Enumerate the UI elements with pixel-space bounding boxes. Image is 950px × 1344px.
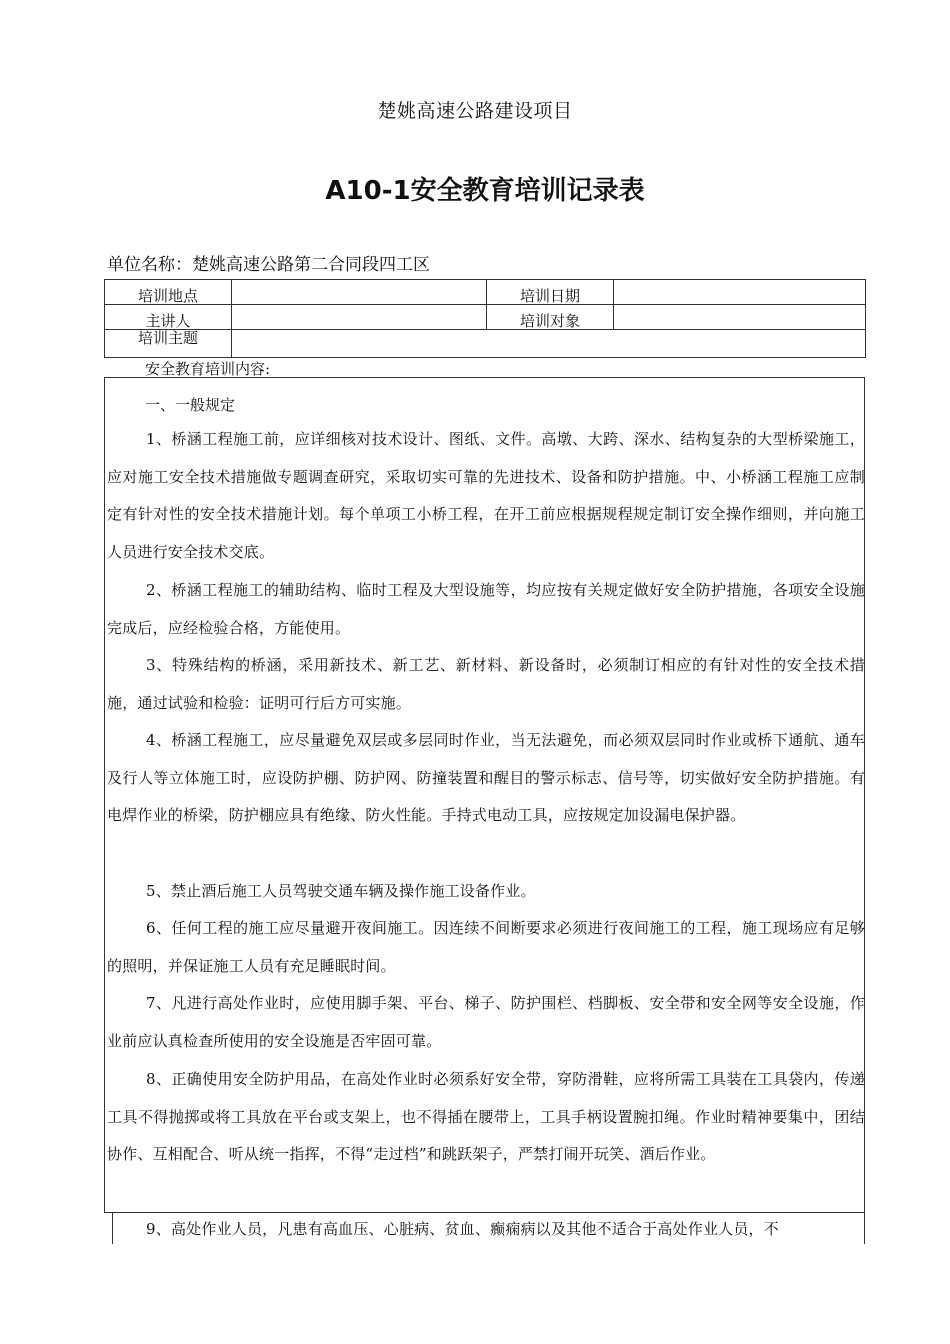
table-row [105, 330, 866, 358]
paragraph-9: 9、高处作业人员，凡患有高血压、心脏病、贫血、癫痫病以及其他不适合于高处作业人员，不 [146, 1220, 779, 1238]
paragraph-8: 8、正确使用安全防护用品，在高处作业时必须系好安全带，穿防滑鞋，应将所需工具装在工具袋内，传递工具不得抛掷或将工具放在平台或支架上，也不得插在腰带上，工具手柄设置腕扣绳。作业时精神要集中，团结协作、互相配合、听从统一指挥，不得“走过档”和跳跃架子，严禁打闹开玩笑、酒后作业。 [107, 1070, 865, 1163]
audience-value[interactable] [614, 305, 866, 330]
date-value[interactable] [614, 280, 866, 305]
topic-label: 培训主题 [105, 330, 232, 358]
table-row [105, 280, 866, 305]
speaker-value[interactable] [232, 305, 487, 330]
paragraph-7: 7、凡进行高处作业时，应使用脚手架、平台、梯子、防护围栏、档脚板、安全带和安全网等安全设施，作业前应认真检查所使用的安全设施是否牢固可靠。 [107, 994, 865, 1050]
unit-name-line: 单位名称：楚姚高速公路第二合同段四工区 [107, 255, 430, 275]
form-title: A10-1安全教育培训记录表 [325, 176, 645, 206]
paragraph-3: 3、特殊结构的桥涵，采用新技术、新工艺、新材料、新设备时，必须制订相应的有针对性的安全技术措施，通过试验和检验：证明可行后方可实施。 [107, 656, 865, 712]
paragraph-5: 5、禁止酒后施工人员驾驶交通车辆及操作施工设备作业。 [146, 882, 536, 900]
paragraph-6: 6、任何工程的施工应尽量避开夜间施工。因连续不间断要求必须进行夜间施工的工程，施工现场应有足够的照明，并保证施工人员有充足睡眠时间。 [107, 919, 865, 975]
training-info-table [104, 279, 866, 358]
table-row [105, 305, 866, 330]
content-label: 安全教育培训内容: [145, 360, 271, 378]
section-heading: 一、一般规定 [145, 396, 236, 414]
location-value[interactable] [232, 280, 487, 305]
paragraph-2: 2、桥涵工程施工的辅助结构、临时工程及大型设施等，均应按有关规定做好安全防护措施，各项安全设施完成后，应经检验合格，方能使用。 [107, 581, 865, 637]
project-title: 楚姚高速公路建设项目 [377, 100, 573, 122]
date-label: 培训日期 [487, 280, 614, 305]
location-label: 培训地点 [105, 280, 232, 305]
paragraph-1: 1、桥涵工程施工前，应详细核对技术设计、图纸、文件。高墩、大跨、深水、结构复杂的大型桥梁施工，应对施工安全技术措施做专题调查研究，采取切实可靠的先进技术、设备和防护措施。中、小桥涵工程施工应制定有针对性的安全技术措施计划。每个单项工小桥工程，在开工前应根据规程规定制订安全操作细则，并向施工人员进行安全技术交底。 [107, 430, 865, 561]
topic-value[interactable] [232, 330, 866, 358]
speaker-label: 主讲人 [105, 305, 232, 330]
paragraph-4: 4、桥涵工程施工，应尽量避免双层或多层同时作业，当无法避免，而必须双层同时作业或桥下通航、通车及行人等立体施工时，应设防护棚、防护网、防撞装置和醒目的警示标志、信号等，切实做好安全防护措施。有电焊作业的桥梁，防护棚应具有绝缘、防火性能。手持式电动工具，应按规定加设漏电保护器。 [107, 731, 865, 824]
audience-label: 培训对象 [487, 305, 614, 330]
